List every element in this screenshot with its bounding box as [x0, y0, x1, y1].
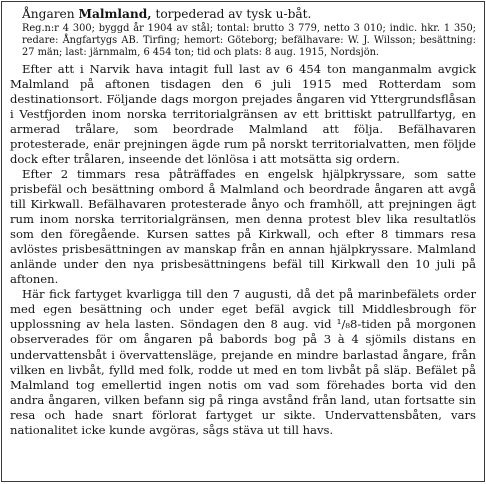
- paragraph-3: Här fick fartyget kvarligga till den 7 augusti, då det på marinbefälets order med egen besättning och under eget befäl avgick till Middlesbrough för upplossning av hela lasten. Söndagen den 8 aug. vid ¹/₈8-tiden på morgonen observerades för om ångaren på babords bog på 3 à 4 sjömils distans en undervattensbåt i övervattensläge, prejande en mindre barlastad ångare, från vilken en livbåt, fylld med folk, rodde ut med en tom livbåt på släp. Befälet på Malmland tog emellertid ingen notis om vad som förehades borta vid den andra ångaren, vilken befann sig på ringa avstånd från land, utan fortsatte sin resa och hade snart förlorat fartyget ur sikte. Undervattensbåten, vars nationalitet icke kunde avgöras, sågs stäva ut till havs.: [10, 287, 476, 437]
- paragraph-1: Efter att i Narvik hava intagit full last av 6 454 ton manganmalm avgick Malmland på aftonen tisdagen den 6 juli 1915 med Rotterdam som destinationsort. Följande dags morgon prejades ångaren vid Yttergrundsflåsan i Vestfjorden inom norska territorialgränsen av ett brittiskt patrullfartyg, en armerad trålare, som beordrade Malmland att följa. Befälhavaren protesterade, enär prejningen ägde rum på norskt territorialvatten, men följde dock efter trålaren, inseende det lönlösa i att motsätta sig ordern.: [10, 61, 476, 166]
- paragraph-2: Efter 2 timmars resa påträffades en engelsk hjälpkryssare, som satte prisbefäl och besättning ombord å Malmland och beordrade ångaren att avgå till Kirkwall. Befälhavaren protesterade ånyo och framhöll, att prejningen ägt rum inom norska territorialgränsen, men denna protest blev lika resultatlös som den föregående. Kursen sattes på Kirkwall, och efter 8 timmars resa avlöstes prisbesättningen av manskap från en annan hjälpkryssare. Malmland anlände under den nya prisbesättningens befäl till Kirkwall den 10 juli på aftonen.: [10, 166, 476, 287]
- document-page: [1, 1, 485, 482]
- article-title: [22, 7, 476, 22]
- ship-name: Malmland,: [78, 7, 152, 21]
- title-prefix: Ångaren: [22, 7, 75, 21]
- title-suffix: torpederad av tysk u-båt.: [155, 7, 312, 21]
- ship-details: Reg.n:r 4 300; byggd år 1904 av stål; tontal: brutto 3 779, netto 3 010; indic. hkr. 1 350; redare: Ångfartygs AB. Tirfing; hemort: Göteborg; befälhavare: W. J. Wilsson; besättning: 27 män; last: järnmalm, 6 454 ton; tid och plats: 8 aug. 1915, Nordsjön.: [22, 23, 476, 59]
